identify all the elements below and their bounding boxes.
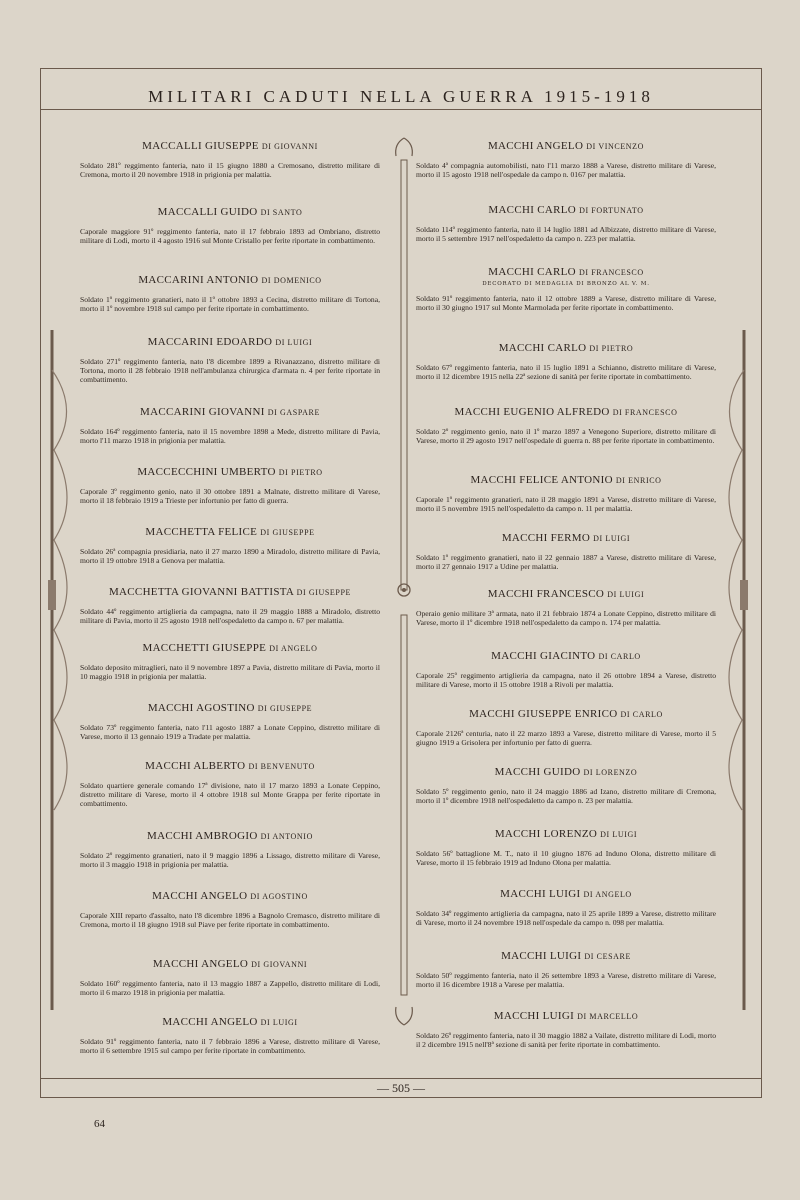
entry-patronymic: DI GIUSEPPE [257,704,313,713]
entry-text: Caporale 25º reggimento artiglieria da campagna, nato il 26 ottobre 1894 a Varese, distretto militare di Varese, morto il 15 ottobre 1918 a Rivoli per malattia. [416,671,716,690]
entry [80,406,380,445]
entry-name: MACCARINI EDOARDO [147,336,273,348]
entry-text: Soldato 1º reggimento granatieri, nato il 22 gennaio 1887 a Varese, distretto militare di Varese, morto il 27 gennaio 1917 a Udine per malattia. [416,553,716,572]
entry-patronymic: DI LUIGI [607,590,645,599]
entry-text: Soldato 91º reggimento fanteria, nato il 12 ottobre 1889 a Varese, distretto militare di Varese, morto il 30 giugno 1917 sul Monte Marmolada per ferite riportate in combattimento. [416,294,716,313]
entry-patronymic: DI GIUSEPPE [260,528,315,537]
entry-name: MACCHI AMBROGIO [147,830,258,842]
entry-patronymic: DI SANTO [260,208,303,217]
entry-text: Soldato 26º reggimento fanteria, nato il 30 maggio 1882 a Vailate, distretto militare di Lodi, morto il 2 dicembre 1915 nell'8ª sezione di sanità per ferite riportate in combattimento. [416,1031,716,1050]
entry-text: Soldato 91º reggimento fanteria, nato il 7 febbraio 1896 a Varese, distretto militare di Varese, morto il 6 settembre 1915 sul campo per ferite riportate in combattimento. [80,1037,380,1056]
entry-name: MACCHI GIACINTO [491,650,596,662]
entry [80,958,380,997]
entry-name: MACCHI LUIGI [500,888,581,900]
entry [416,888,716,927]
entry-name: MACCHI CARLO [488,204,576,216]
entry-text: Soldato 67º reggimento fanteria, nato il 15 luglio 1891 a Schianno, distretto militare di Varese, morto il 12 dicembre 1915 nella 22ª sezione di sanità per ferite riportate in combattimento. [416,363,716,382]
entry-name: MACCALLI GIUSEPPE [142,140,259,152]
entry [416,588,716,627]
entry [416,532,716,571]
entry [416,204,716,243]
entry-name: MACCHI CARLO [488,266,576,278]
entry-name: MACCHI LORENZO [494,828,598,840]
entry-text: Soldato 2º reggimento genio, nato il 1º marzo 1897 a Venegono Superiore, distretto militare di Varese, morto il 29 agosto 1917 nell'ospedale di guerra n. 88 per ferite riportate in combattimento. [416,427,716,446]
entry-patronymic: DI BENVENUTO [248,762,315,771]
entry [416,828,716,867]
entry-patronymic: DI ANTONIO [260,832,313,841]
entry-text: Soldato deposito mitraglieri, nato il 9 novembre 1897 a Pavia, distretto militare di Pavia, morto il 10 maggio 1918 in prigionia per malattia. [80,663,380,682]
entry-text: Operaio genio militare 3ª armata, nato il 21 febbraio 1874 a Lonate Ceppino, distretto militare di Varese, morto il 1º dicembre 1918 nell'ospedaletto da campo n. 174 per malattia. [416,609,716,628]
entry-text: Soldato 164º reggimento fanteria, nato il 15 novembre 1898 a Mede, distretto militare di Pavia, morto l'11 marzo 1918 in prigionia per malattia. [80,427,380,446]
entry-text: Soldato 160º reggimento fanteria, nato il 13 maggio 1887 a Zappello, distretto militare di Lodi, morto il 6 marzo 1918 in prigionia per malattia. [80,979,380,998]
entry-patronymic: DI FRANCESCO [578,268,644,277]
entry-name: MACCARINI GIOVANNI [140,406,265,418]
entry-text: Soldato 50º reggimento fanteria, nato il 26 settembre 1893 a Varese, distretto militare di Varese, morto il 16 dicembre 1918 a Varese per malattia. [416,971,716,990]
entry-name: MACCHI ANGELO [487,140,584,152]
entry-patronymic: DI GIOVANNI [251,960,308,969]
entry-patronymic: DI LORENZO [583,768,638,777]
entry-text: Caporale 2126ª centuria, nato il 22 marzo 1893 a Varese, distretto militare di Varese, morto il 5 giugno 1919 a Grisolera per infortunio per fatto di guerra. [416,729,716,748]
entry-text: Caporale 1º reggimento granatieri, nato il 28 maggio 1891 a Varese, distretto militare di Varese, morto il 5 novembre 1915 nell'ospedaletto da campo n. 11 per malattia. [416,495,716,514]
entry-patronymic: DI FORTUNATO [579,206,644,215]
entry-text: Soldato 44º reggimento artiglieria da campagna, nato il 29 maggio 1888 a Miradolo, distretto militare di Pavia, morto il 25 agosto 1918 nell'ospedaletto da campo n. 67 per malattia. [80,607,380,626]
entry-text: Soldato 2º reggimento granatieri, nato il 9 maggio 1896 a Lissago, distretto militare di Varese, morto il 3 maggio 1918 in prigionia per malattia. [80,851,380,870]
entry [416,342,716,381]
entry-text: Soldato 56º battaglione M. T., nato il 10 giugno 1876 ad Induno Olona, distretto militare di Varese, morto il 15 febbraio 1919 ad Induno Olona per malattia. [416,849,716,868]
entry-patronymic: DI ENRICO [615,476,662,485]
entry-text: Caporale maggiore 91º reggimento fanteria, nato il 17 febbraio 1893 ad Ombriano, distretto militare di Lodi, morto il 4 agosto 1916 sul Monte Cristallo per ferite riportate in combattimento. [80,227,380,246]
entry-patronymic: DI LUIGI [260,1018,298,1027]
entry [416,766,716,805]
entry-patronymic: DI LUIGI [593,534,631,543]
entry-text: Soldato 114º reggimento fanteria, nato il 14 luglio 1881 ad Albizzate, distretto militare di Varese, morto il 5 settembre 1917 nell'ospedaletto da campo n. 223 per malattia. [416,225,716,244]
entry-patronymic: DI PIETRO [589,344,634,353]
entry-name: MACCECCHINI UMBERTO [137,466,276,478]
entry [416,650,716,689]
entry [80,206,380,245]
central-column-ornament [392,130,416,1035]
footer-divider [41,1078,761,1079]
header-divider [41,109,761,110]
entry-patronymic: DI AGOSTINO [250,892,308,901]
entry-text: Soldato 26ª compagnia presidiaria, nato il 27 marzo 1890 a Miradolo, distretto militare di Pavia, morto il 19 ottobre 1918 a Genova per malattia. [80,547,380,566]
entry [416,950,716,989]
entry-patronymic: DI VINCENZO [586,142,645,151]
entry [416,474,716,513]
entry-text: Soldato 1º reggimento granatieri, nato il 1º ottobre 1893 a Cecina, distretto militare di Tortona, morto il 1º novembre 1918 sul campo per ferite riportate in combattimento. [80,295,380,314]
entry-name: MACCARINI ANTONIO [138,274,259,286]
entry-text: Soldato 4ª compagnia automobilisti, nato l'11 marzo 1888 a Varese, distretto militare di Varese, morto il 15 agosto 1918 nell'ospedale da campo n. 0167 per malattia. [416,161,716,180]
entry-text: Caporale XIII reparto d'assalto, nato l'8 dicembre 1896 a Bagnolo Cremasco, distretto militare di Cremona, morto il 18 giugno 1918 sul Piave per ferite riportate in combattimento. [80,911,380,930]
entry-name: MACCHI GIUSEPPE ENRICO [469,708,618,720]
entry-patronymic: DI CARLO [620,710,663,719]
entry-text: Caporale 3º reggimento genio, nato il 30 ottobre 1891 a Malnate, distretto militare di Varese, morto il 18 febbraio 1919 a Trieste per infortunio per fatto di guerra. [80,487,380,506]
entry-text: Soldato 73º reggimento fanteria, nato l'11 agosto 1887 a Lonate Ceppino, distretto militare di Varese, morto il 13 gennaio 1919 a Tradate per malattia. [80,723,380,742]
outer-page-number: 64 [94,1118,105,1130]
entry-text: Soldato 271º reggimento fanteria, nato l'8 dicembre 1899 a Rivanazzano, distretto militare di Tortona, morto il 28 febbraio 1918 nell'ambulanza chirurgica d'armata n. 4 per ferite riportate in combattimento. [80,357,380,385]
page-number: — 505 — [377,1081,425,1095]
entry-name: MACCHI AGOSTINO [147,702,255,714]
entry [80,890,380,929]
entry-patronymic: DI DOMENICO [261,276,322,285]
entry-text: Soldato quartiere generale comando 17ª divisione, nato il 17 marzo 1893 a Lonate Ceppino, distretto militare di Varese, morto il 4 ottobre 1918 sul Monte Grappa per ferite riportate in combattimento. [80,781,380,809]
entry-name: MACCHI ANGELO [152,958,249,970]
entry [80,702,380,741]
entry [416,406,716,445]
entry [80,336,380,385]
entry-text: Soldato 5º reggimento genio, nato il 24 maggio 1886 ad Izano, distretto militare di Cremona, morto il 1º dicembre 1918 nell'ospedaletto da campo n. 23 per malattia. [416,787,716,806]
entry-patronymic: DI GIUSEPPE [296,588,352,597]
entry-name: MACCHETTI GIUSEPPE [142,642,267,654]
entry-name: MACCHI ANGELO [152,890,248,902]
entry-patronymic: DI GASPARE [267,408,320,417]
entry-name: MACCHI LUIGI [501,950,582,962]
entry-patronymic: DI FRANCESCO [612,408,678,417]
entry [416,140,716,179]
entry-patronymic: DI CESARE [584,952,631,961]
entry-decoration-note: DECORATO DI MEDAGLIA DI BRONZO AL V. M. [482,281,650,287]
entry-name: MACCHI FERMO [501,532,591,544]
entry [80,466,380,505]
entry-patronymic: DI CARLO [598,652,641,661]
entry-name: MACCHI LUIGI [493,1010,575,1022]
entry-patronymic: DI GIOVANNI [261,142,318,151]
entry-text: Soldato 34º reggimento artiglieria da campagna, nato il 25 aprile 1899 a Varese, distretto militare di Varese, morto il 24 novembre 1918 nell'ospedale da campo n. 098 per malattia. [416,909,716,928]
entry-patronymic: DI MARCELLO [577,1012,639,1021]
entry [80,1016,380,1055]
entry-name: MACCHI FRANCESCO [487,588,605,600]
entry-patronymic: DI LUIGI [600,830,638,839]
entry-name: MACCHI CARLO [498,342,587,354]
entry-name: MACCALLI GUIDO [157,206,258,218]
entry [416,1010,716,1049]
entry [80,642,380,681]
entry-name: MACCHI ALBERTO [145,760,246,772]
entry-patronymic: DI LUIGI [275,338,313,347]
entry-patronymic: DI PIETRO [278,468,323,477]
entry-name: MACCHI EUGENIO ALFREDO [454,406,610,418]
entry [80,274,380,313]
entry-name: MACCHI ANGELO [162,1016,258,1028]
entry [416,708,716,747]
entry-patronymic: DI ANGELO [583,890,632,899]
entry [80,760,380,809]
entry-text: Soldato 281º reggimento fanteria, nato il 15 giugno 1880 a Cremosano, distretto militare di Cremona, morto il 20 novembre 1918 in prigionia per malattia. [80,161,380,180]
entry [80,830,380,869]
entry [416,266,716,312]
entry-name: MACCHETTA GIOVANNI BATTISTA [108,586,294,598]
page-title: MILITARI CADUTI NELLA GUERRA 1915-1918 [148,87,654,106]
entry [80,526,380,565]
entry-patronymic: DI ANGELO [269,644,318,653]
entry-name: MACCHI FELICE ANTONIO [470,474,613,486]
entry [80,586,380,625]
entry [80,140,380,179]
entry-name: MACCHETTA FELICE [145,526,258,538]
entry-name: MACCHI GUIDO [494,766,581,778]
